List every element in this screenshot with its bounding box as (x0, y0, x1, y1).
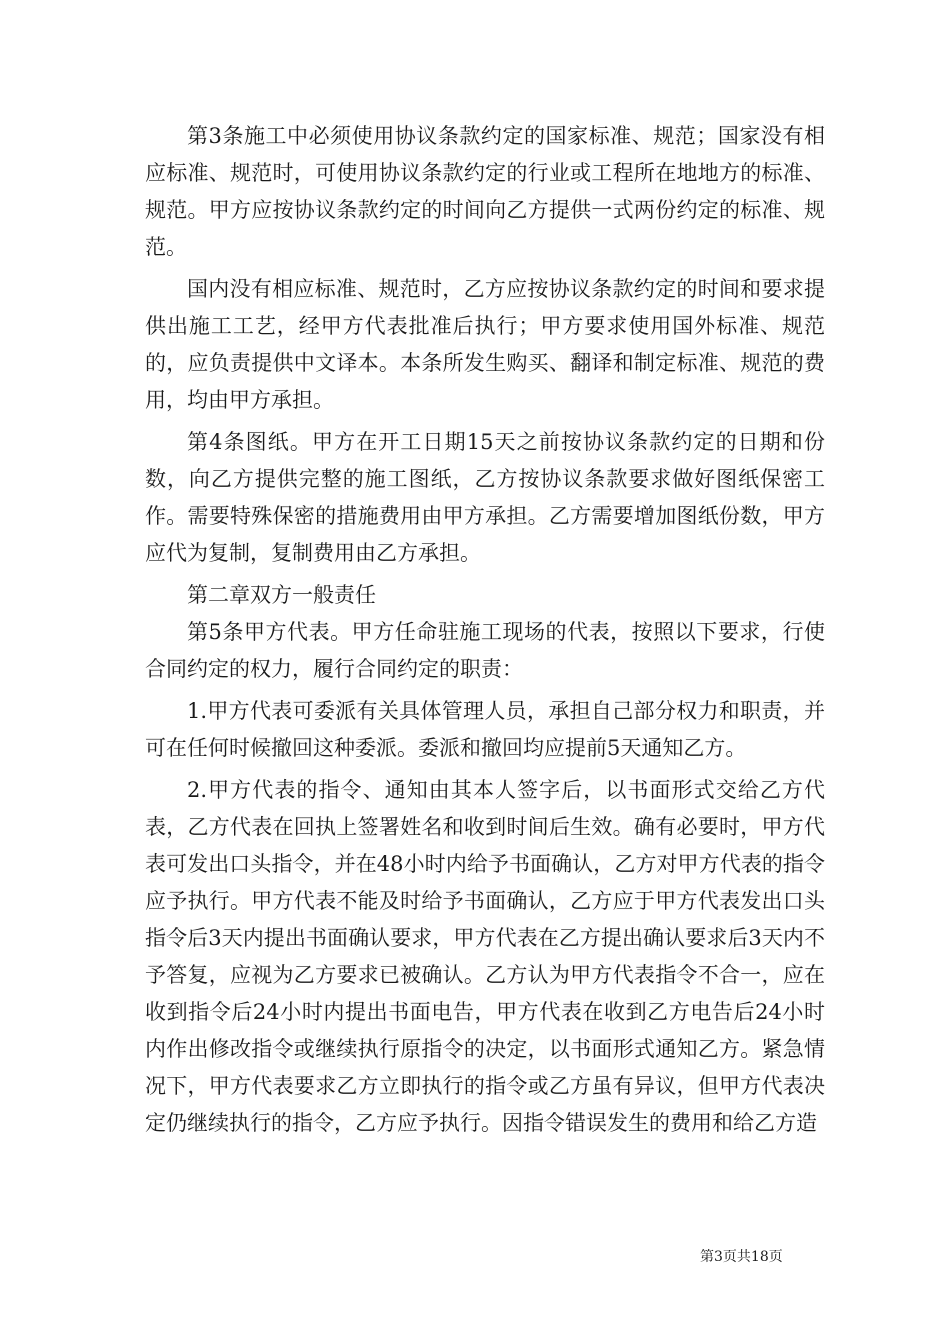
chapter-heading: 第二章双方一般责任 (187, 583, 376, 607)
document-body (145, 118, 825, 1147)
paragraph-article-4: 第4条图纸。甲方在开工日期15天之前按协议条款约定的日期和份数，向乙方提供完整的施工图纸，乙方按协议条款要求做好图纸保密工作。需要特殊保密的措施费用由甲方承担。乙方需要增加图纸份数，甲方应代为复制，复制费用由乙方承担。 (145, 430, 825, 565)
paragraph-item-2: 2.甲方代表的指令、通知由其本人签字后，以书面形式交给乙方代表，乙方代表在回执上签署姓名和收到时间后生效。确有必要时，甲方代表可发出口头指令，并在48小时内给予书面确认，乙方对甲方代表的指令应予执行。甲方代表不能及时给予书面确认，乙方应于甲方代表发出口头指令后3天内提出书面确认要求，甲方代表在乙方提出确认要求后3天内不予答复，应视为乙方要求已被确认。乙方认为甲方代表指令不合一，应在收到指令后24小时内提出书面电告，甲方代表在收到乙方电告后24小时内作出修改指令或继续执行原指令的决定，以书面形式通知乙方。紧急情况下，甲方代表要求乙方立即执行的指令或乙方虽有异议，但甲方代表决定仍继续执行的指令，乙方应予执行。因指令错误发生的费用和给乙方造 (145, 778, 825, 1135)
page-number: 第3页共18页 (700, 1249, 783, 1265)
paragraph-domestic-standards: 国内没有相应标准、规范时，乙方应按协议条款约定的时间和要求提供出施工工艺，经甲方代表批准后执行；甲方要求使用国外标准、规范的，应负责提供中文译本。本条所发生购买、翻译和制定标准、规范的费用，均由甲方承担。 (145, 277, 825, 412)
paragraph-item-1: 1.甲方代表可委派有关具体管理人员，承担自己部分权力和职责，并可在任何时候撤回这种委派。委派和撤回均应提前5天通知乙方。 (145, 699, 825, 760)
paragraph-article-5: 第5条甲方代表。甲方任命驻施工现场的代表，按照以下要求，行使合同约定的权力，履行合同约定的职责： (145, 620, 825, 681)
paragraph-article-3: 第3条施工中必须使用协议条款约定的国家标准、规范；国家没有相应标准、规范时，可使用协议条款约定的行业或工程所在地地方的标准、规范。甲方应按协议条款约定的时间向乙方提供一式两份约定的标准、规范。 (145, 124, 825, 259)
